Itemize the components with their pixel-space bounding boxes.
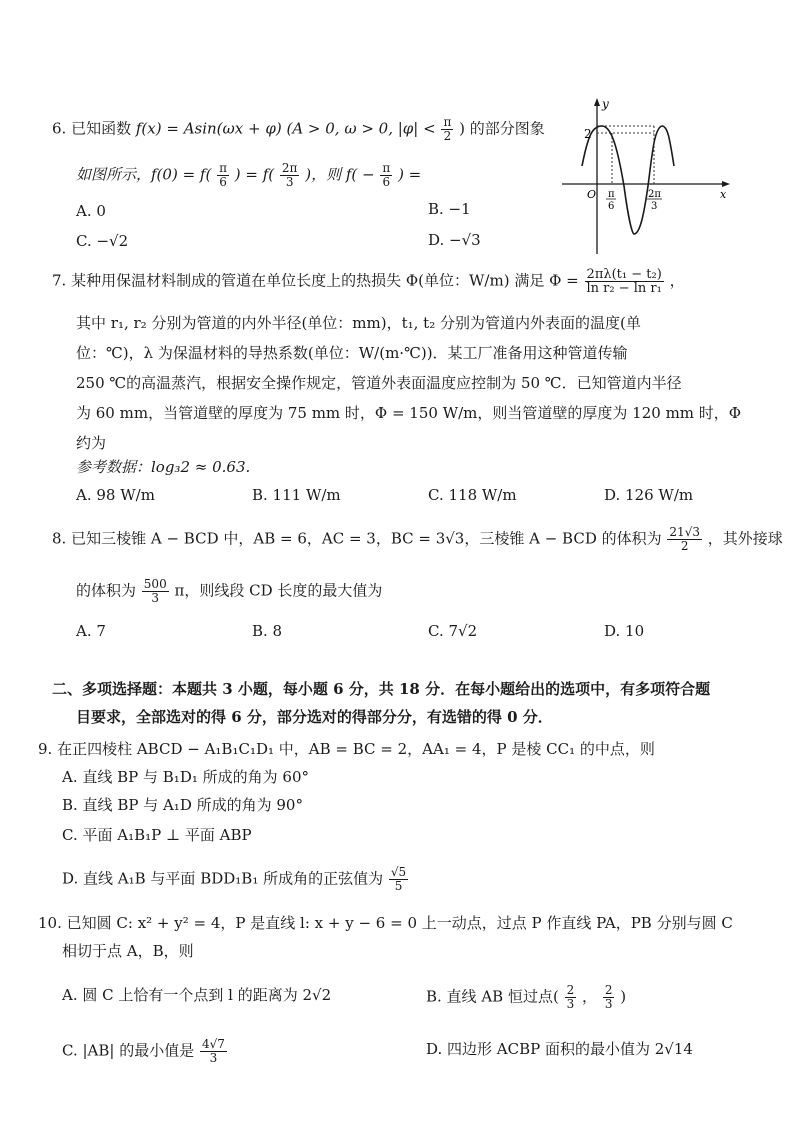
section2-heading-line1: 二、多项选择题：本题共 3 小题，每小题 6 分，共 18 分．在每小题给出的选项中，有多项符合题: [52, 680, 711, 698]
q7-line6: 约为: [76, 434, 107, 452]
q10-optc-fraction: $\frac{4√7}{3}$: [202, 1037, 225, 1065]
q8-option-a: A. 7: [76, 622, 106, 640]
q7-line3: 位：℃)，λ 为保温材料的导热系数(单位：W/(m·℃))．某工厂准备用这种管道传输: [76, 344, 628, 362]
q6-neg-pi-over-6: $\frac{\pi}{6}$: [382, 161, 391, 189]
q6-sine-graph: [562, 96, 732, 258]
q7-line1: 7. 某种用保温材料制成的管道在单位长度上的热损失 Φ(单位：W/m) 满足 Φ = $\frac{\text{2πλ(t₁ − t₂)}}{\text{ln r₂ − ln r₁}}$ ，: [52, 267, 685, 296]
q10-option-b: B. 直线 AB 恒过点( $\frac{2}{3}$ ， $\frac{2}{3}$ ): [426, 983, 627, 1011]
q8-option-d: D. 10: [604, 622, 645, 640]
graph-tick-2pi3-den: 3: [651, 201, 658, 212]
q10-option-d: D. 四边形 ACBP 面积的最小值为 2√14: [426, 1040, 693, 1058]
q6-2pi-over-3: $\frac{2\pi}{3}$: [281, 161, 298, 189]
q9-stem: 9. 在正四棱柱 ABCD − A₁B₁C₁D₁ 中，AB = BC = 2，AA₁ = 4，P 是棱 CC₁ 的中点，则: [38, 740, 655, 758]
graph-origin-label: O: [587, 188, 597, 201]
graph-x-label: x: [720, 188, 727, 201]
q8-sphere-fraction: $\frac{500}{3}$: [143, 577, 167, 605]
q9-option-a: A. 直线 BP 与 B₁D₁ 所成的角为 60°: [62, 768, 309, 786]
q9-optd-fraction: $\frac{√5}{5}$: [390, 865, 407, 893]
q6-pi-over-2: $\frac{\pi}{2}$: [443, 115, 452, 143]
q8-line1: 8. 已知三棱锥 A − BCD 中，AB = 6，AC = 3，BC = 3√3，三棱锥 A − BCD 的体积为 $\frac{21√3}{2}$ ，其外接球: [52, 525, 783, 553]
graph-tick-2pi3-num: 2π: [648, 189, 661, 200]
graph-y-tick-label: 2: [584, 127, 592, 141]
q7-option-d: D. 126 W/m: [604, 486, 694, 504]
graph-tick-pi6-num: π: [608, 189, 615, 200]
q9-option-d: D. 直线 A₁B 与平面 BDD₁B₁ 所成角的正弦值为 $\frac{√5}{5}$: [62, 865, 407, 893]
q9-option-b: B. 直线 BP 与 A₁D 所成的角为 90°: [62, 796, 303, 814]
graph-x-arrow-icon: [722, 181, 730, 187]
q6-option-c: C. −√2: [76, 232, 129, 250]
section2-heading-line2: 目要求，全部选对的得 6 分，部分选对的得部分分，有选错的得 0 分．: [76, 708, 553, 726]
q6-number-text: 6. 已知函数: [52, 119, 132, 138]
q8-option-c: C. 7√2: [428, 622, 478, 640]
q6-option-b: B. −1: [428, 200, 471, 218]
q9-option-c: C. 平面 A₁B₁P ⊥ 平面 ABP: [62, 826, 252, 844]
q10-line1: 10. 已知圆 C: x² + y² = 4，P 是直线 l: x + y − 6 = 0 上一动点，过点 P 作直线 PA，PB 分别与圆 C: [38, 914, 733, 932]
q10-option-c: C. |AB| 的最小值是 $\frac{4√7}{3}$: [62, 1037, 225, 1065]
q6-line1-end: ) 的部分图象: [459, 119, 545, 138]
q6-pi-over-6: $\frac{\pi}{6}$: [219, 161, 227, 189]
q10-optb-frac1: $\frac{2}{3}$: [566, 983, 575, 1011]
q8-option-b: B. 8: [252, 622, 283, 640]
q6-condition: (A > 0, ω > 0, |φ| <: [286, 119, 436, 138]
q7-option-b: B. 111 W/m: [252, 486, 341, 504]
q8-line2: 的体积为 $\frac{500}{3}$ π，则线段 CD 长度的最大值为: [76, 577, 383, 605]
q10-option-a: A. 圆 C 上恰有一个点到 l 的距离为 2√2: [62, 986, 332, 1004]
graph-sine-curve: [582, 126, 674, 234]
graph-tick-pi6-den: 6: [608, 201, 615, 212]
q6-option-d: D. −√3: [428, 231, 481, 249]
q10-optb-frac2: $\frac{2}{3}$: [604, 983, 613, 1011]
q6-line1: [52, 116, 545, 143]
graph-y-label: y: [602, 97, 609, 111]
q7-option-c: C. 118 W/m: [428, 486, 517, 504]
q7-line2: 其中 r₁, r₂ 分别为管道的内外半径(单位：mm)，t₁, t₂ 分别为管道内外表面的温度(单: [76, 314, 641, 332]
q6-function: f(x) = Asin(ωx + φ): [135, 119, 282, 138]
q7-option-a: A. 98 W/m: [76, 486, 155, 504]
q7-formula: $\frac{\text{2πλ(t₁ − t₂)}}{\text{ln r₂ − ln r₁}}$: [586, 267, 662, 296]
q7-line5: 为 60 mm，当管道壁的厚度为 75 mm 时，Φ = 150 W/m，则当管道壁的厚度为 120 mm 时，Φ: [76, 404, 742, 422]
q6-line2: 如图所示，f(0) = f( $\frac{\pi}{6}$ ) = f( $\frac{2\pi}{3}$ )，则 f( − $\frac{\pi}{6}$ ) =: [76, 161, 422, 189]
q10-line2: 相切于点 A，B，则: [62, 942, 194, 960]
q8-volume-fraction: $\frac{21√3}{2}$: [669, 525, 700, 553]
q7-reference-data: 参考数据：log₃2 ≈ 0.63.: [76, 458, 251, 476]
q6-option-a: A. 0: [76, 202, 106, 220]
q7-line4: 250 ℃的高温蒸汽，根据安全操作规定，管道外表面温度应控制为 50 ℃．已知管道内半径: [76, 374, 682, 392]
graph-y-arrow-icon: [594, 98, 600, 106]
